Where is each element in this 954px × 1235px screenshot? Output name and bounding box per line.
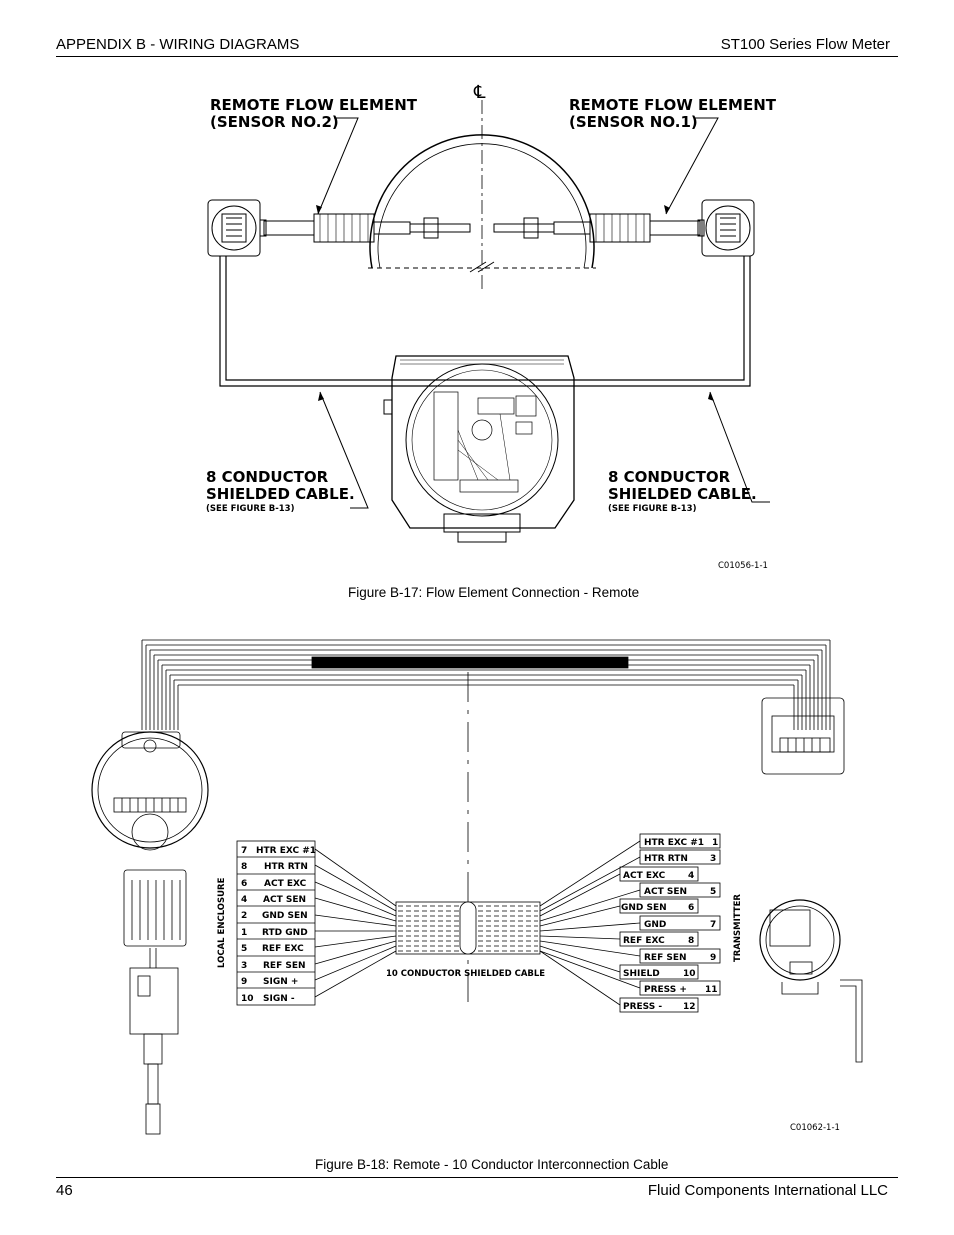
header-section-title: APPENDIX B - WIRING DIAGRAMS [56,36,300,53]
cable-bundle-top [142,640,830,730]
figure1-drawing-code: C01056-1-1 [718,561,768,571]
right-terminal-name: PRESS - [623,1002,663,1012]
left-fan-wires [315,849,396,997]
left-terminal-list [241,846,316,1004]
footer-company: Fluid Components International LLC [647,1182,888,1199]
right-terminal-num: 10 [683,969,696,979]
figure2-drawing-code: C01062-1-1 [790,1123,840,1133]
right-terminal-num: 9 [710,953,717,963]
left-terminal-num: 5 [241,944,248,954]
sensor1-label-line1: REMOTE FLOW ELEMENT [569,96,776,114]
left-terminal-num: 4 [241,895,248,905]
cable-right-label-line2: SHIELDED CABLE. [608,485,757,503]
cable-left-label-line2: SHIELDED CABLE. [206,485,355,503]
page-number: 46 [56,1182,73,1199]
left-terminal-num: 2 [241,911,248,921]
right-terminal-num: 7 [710,920,717,930]
right-terminal-num: 12 [683,1002,696,1012]
right-terminal-name: PRESS + [644,985,687,995]
right-terminal-name: ACT EXC [623,871,666,881]
left-terminal-name: RTD GND [262,928,308,938]
right-terminal-num: 8 [688,936,695,946]
centerline-symbol: ℄ [474,82,486,103]
left-terminal-num: 10 [241,994,254,1004]
left-terminal-name: SIGN - [263,994,295,1004]
right-terminal-num: 3 [710,854,717,864]
right-terminal-name: REF SEN [644,953,687,963]
left-terminal-name: HTR RTN [264,862,308,872]
right-terminal-name: HTR EXC #1 [644,838,705,848]
right-fan-wires [540,841,640,1005]
cable-right-label-line1: 8 CONDUCTOR [608,468,731,486]
left-terminal-name: REF EXC [262,944,304,954]
right-terminal-name: REF EXC [623,936,665,946]
left-terminal-num: 7 [241,846,248,856]
left-terminal-name: REF SEN [263,961,306,971]
right-terminal-num: 1 [712,838,719,848]
figure2-caption: Figure B-18: Remote - 10 Conductor Interconnection Cable [315,1157,669,1172]
right-terminal-num: 4 [688,871,695,881]
left-terminal-num: 8 [241,862,248,872]
right-terminal-num: 6 [688,903,695,913]
left-terminal-num: 1 [241,928,248,938]
right-terminal-name: SHIELD [623,969,660,979]
footer-rule [56,1177,898,1178]
cable-label: 10 CONDUCTOR SHIELDED CABLE [386,969,546,979]
left-terminal-name: HTR EXC #1 [256,846,317,856]
sensor1-label-line2: (SENSOR NO.1) [569,113,698,131]
right-terminal-num: 5 [710,887,717,897]
transmitter-drawing [760,900,862,1062]
transmitter-label: TRANSMITTER [733,894,743,962]
right-terminal-name: HTR RTN [644,854,688,864]
left-terminal-name: ACT SEN [263,895,307,905]
sensor2-label-line1: REMOTE FLOW ELEMENT [210,96,417,114]
right-terminal-name: ACT SEN [644,887,688,897]
header-product-name: ST100 Series Flow Meter [720,36,890,53]
left-terminal-num: 3 [241,961,248,971]
cable-right-ref: (SEE FIGURE B-13) [608,504,697,514]
cable-left-label-line1: 8 CONDUCTOR [206,468,329,486]
right-terminal-name: GND SEN [621,903,667,913]
transmitter-terminal-block [762,698,844,774]
left-terminal-num: 9 [241,977,248,987]
right-terminal-name: GND [644,920,667,930]
figure1-caption: Figure B-17: Flow Element Connection - Remote [348,585,640,600]
left-terminal-name: ACT EXC [264,879,307,889]
local-enclosure-drawing [92,732,208,1134]
left-terminal-num: 6 [241,879,248,889]
local-enclosure-label: LOCAL ENCLOSURE [217,877,227,968]
cable-left-ref: (SEE FIGURE B-13) [206,504,295,514]
left-terminal-name: SIGN + [263,977,299,987]
sensor2-label-line2: (SENSOR NO.2) [210,113,339,131]
right-terminal-num: 11 [705,985,718,995]
left-terminal-name: GND SEN [262,911,308,921]
